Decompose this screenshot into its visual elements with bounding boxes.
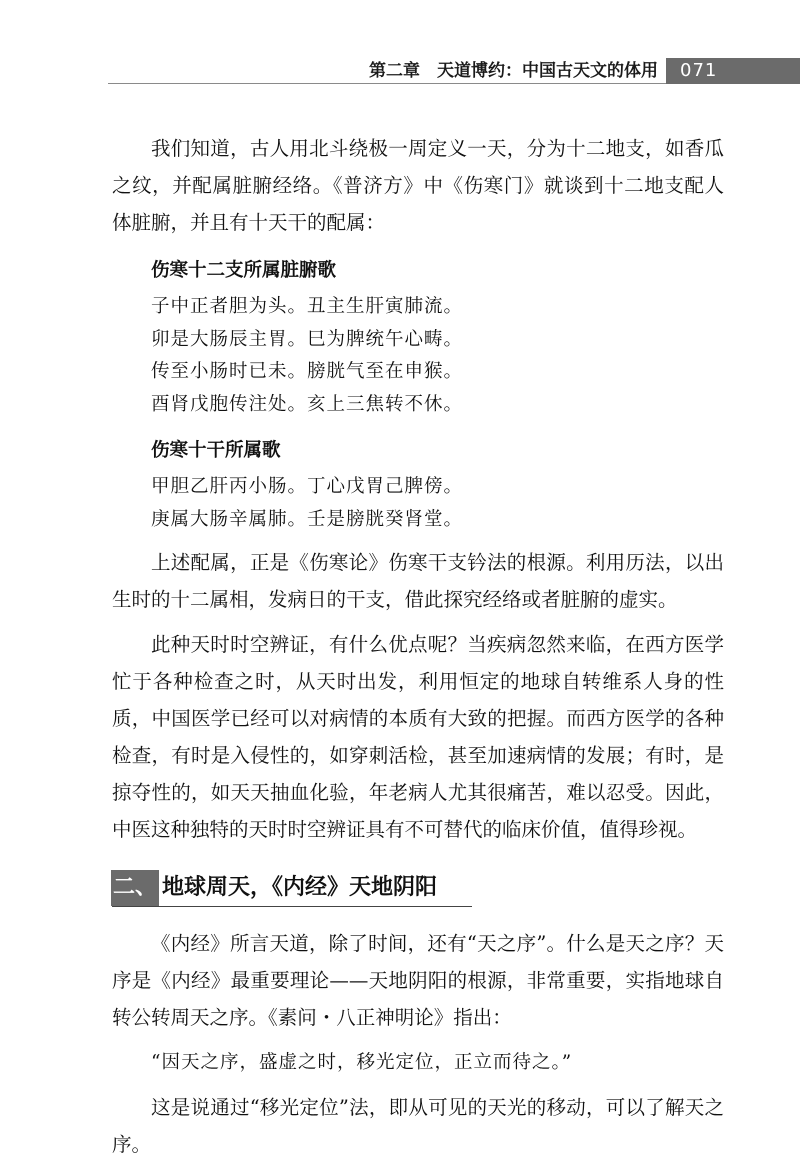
poem-line: 甲胆乙肝丙小肠。丁心戊胃己脾傍。 (151, 476, 464, 497)
page-header (0, 58, 800, 84)
poem-title: 伤寒十干所属歌 (151, 440, 281, 461)
section-number: 二、 (111, 870, 159, 906)
section-heading (112, 870, 472, 907)
quotation: “因天之序，盛虚之时，移光定位，正立而待之。” (151, 1052, 573, 1073)
section-title: 地球周天，《内经》天地阴阳 (162, 875, 438, 900)
page-content (112, 130, 724, 1171)
poem-title: 伤寒十二支所属脏腑歌 (151, 260, 337, 281)
poem-line: 子中正者胆为头。丑主生肝寅肺流。 (151, 296, 464, 317)
paragraph-advantages: 此种天时时空辨证，有什么优点呢？当疾病忽然来临，在西方医学忙于各种检查之时，从天时出发，利用恒定的地球自转维系人身的性质，中国医学已经可以对病情的本质有大致的把握。而西方医学的各种检查，有时是入侵性的，如穿刺活检，甚至加速病情的发展；有时，是掠夺性的，如天天抽血化验，年老病人尤其很痛苦，难以忍受。因此，中医这种独特的天时时空辨证具有不可替代的临床价值，值得珍视。 (112, 633, 724, 841)
paragraph-intro: 我们知道，古人用北斗绕极一周定义一天，分为十二地支，如香瓜之纹，并配属脏腑经络。《普济方》中《伤寒门》就谈到十二地支配人体脏腑，并且有十天干的配属： (112, 137, 724, 234)
paragraph-heaven-order: 《内经》所言天道，除了时间，还有“天之序”。什么是天之序？天序是《内经》最重要理论——天地阴阳的根源，非常重要，实指地球自转公转周天之序。《素问・八正神明论》指出： (112, 932, 724, 1029)
poem-line: 庚属大肠辛属肺。壬是膀胱癸肾堂。 (151, 508, 464, 530)
poem-ten-stems (112, 435, 724, 536)
paragraph-conclusion: 这是说通过“移光定位”法，即从可见的天光的移动，可以了解天之序。 (112, 1096, 724, 1156)
page-number-box (666, 58, 800, 84)
header-rule (108, 83, 666, 84)
paragraph-origin: 上述配属，正是《伤寒论》伤寒干支钤法的根源。利用历法，以出生时的十二属相，发病日的干支，借此探究经络或者脏腑的虚实。 (112, 551, 724, 611)
poem-line: 卯是大肠辰主胃。巳为脾统午心畴。 (151, 328, 464, 350)
chapter-title: 第二章 天道博约：中国古天文的体用 (369, 61, 658, 81)
poem-line: 酉肾戊胞传注处。亥上三焦转不休。 (151, 393, 464, 415)
poem-line: 传至小肠时已未。膀胱气至在申猴。 (151, 361, 464, 382)
page-number: 071 (680, 60, 718, 81)
poem-twelve-branches (112, 255, 724, 421)
